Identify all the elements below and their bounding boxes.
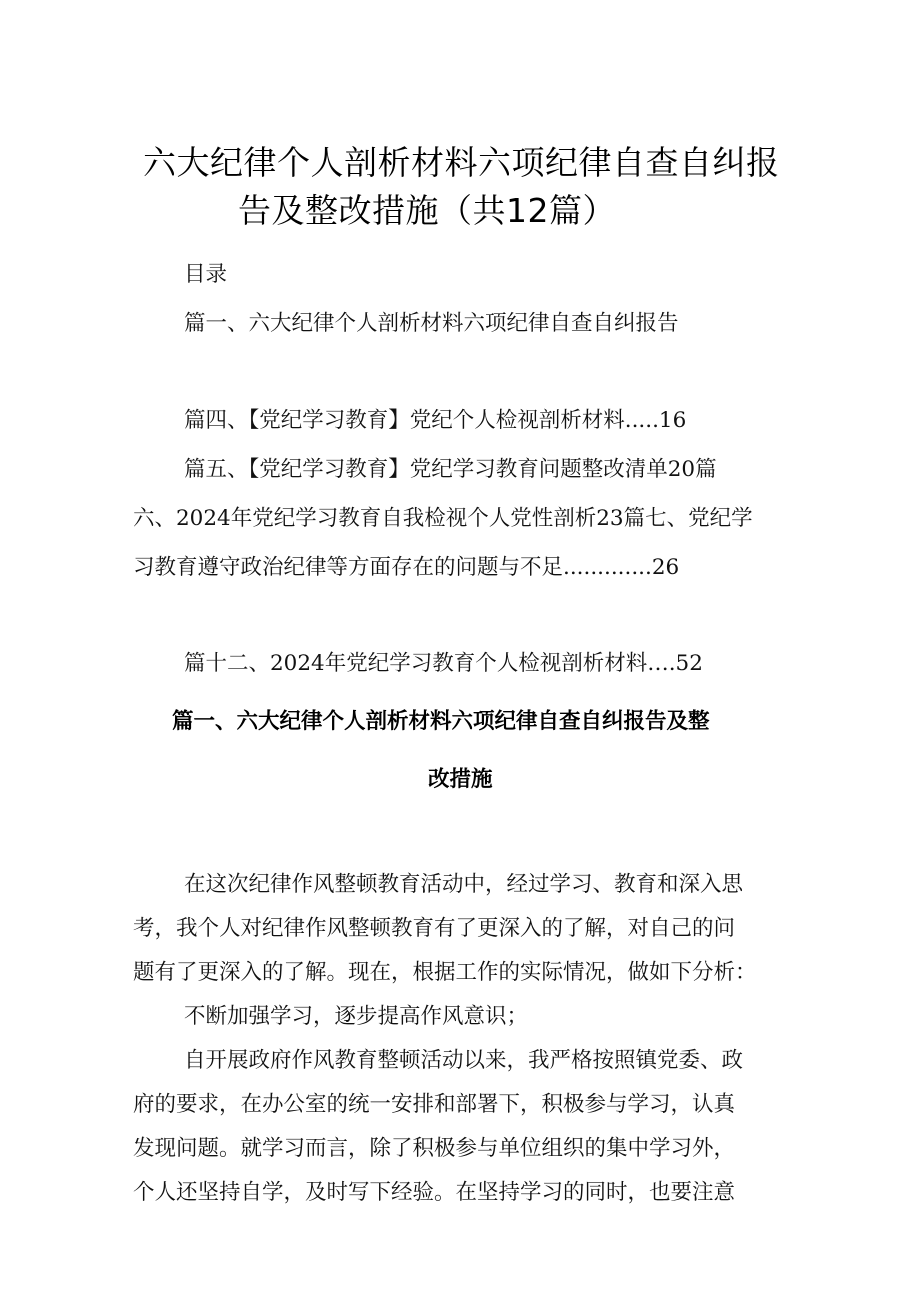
body-line: 考，我个人对纪律作风整顿教育有了更深入的了解，对自己的问: [133, 916, 736, 941]
toc-entry: 篇一、六大纪律个人剖析材料六项纪律自查自纠报告: [184, 311, 679, 336]
document-title-line-2: 告及整改措施（共12篇）: [238, 191, 616, 230]
toc-heading: 目录: [184, 262, 228, 287]
body-line: 自开展政府作风教育整顿活动以来，我严格按照镇党委、政: [184, 1048, 744, 1073]
toc-entry: 篇十二、2024年党纪学习教育个人检视剖析材料….52: [184, 651, 703, 676]
body-line: 府的要求，在办公室的统一安排和部署下，积极参与学习，认真: [133, 1092, 736, 1117]
body-line: 发现问题。就学习而言，除了积极参与单位组织的集中学习外，: [133, 1136, 736, 1161]
toc-entry: 篇四、【党纪学习教育】党纪个人检视剖析材料.....16: [184, 408, 687, 433]
section-heading-line-2: 改措施: [428, 767, 493, 792]
document-title-line-1: 六大纪律个人剖析材料六项纪律自查自纠报: [143, 143, 780, 182]
section-heading-line-1: 篇一、六大纪律个人剖析材料六项纪律自查自纠报告及整: [172, 709, 710, 734]
body-line: 在这次纪律作风整顿教育活动中，经过学习、教育和深入思: [184, 872, 744, 897]
body-line: 不断加强学习，逐步提高作风意识；: [184, 1004, 529, 1029]
toc-entry: 习教育遵守政治纪律等方面存在的问题与不足.............26: [133, 555, 680, 580]
body-line: 题有了更深入的了解。现在，根据工作的实际情况，做如下分析：: [133, 960, 757, 985]
toc-entry: 六、2024年党纪学习教育自我检视个人党性剖析23篇七、党纪学: [133, 506, 753, 531]
body-line: 个人还坚持自学，及时写下经验。在坚持学习的同时，也要注意: [133, 1180, 736, 1205]
toc-entry: 篇五、【党纪学习教育】党纪学习教育问题整改清单20篇: [184, 457, 717, 482]
